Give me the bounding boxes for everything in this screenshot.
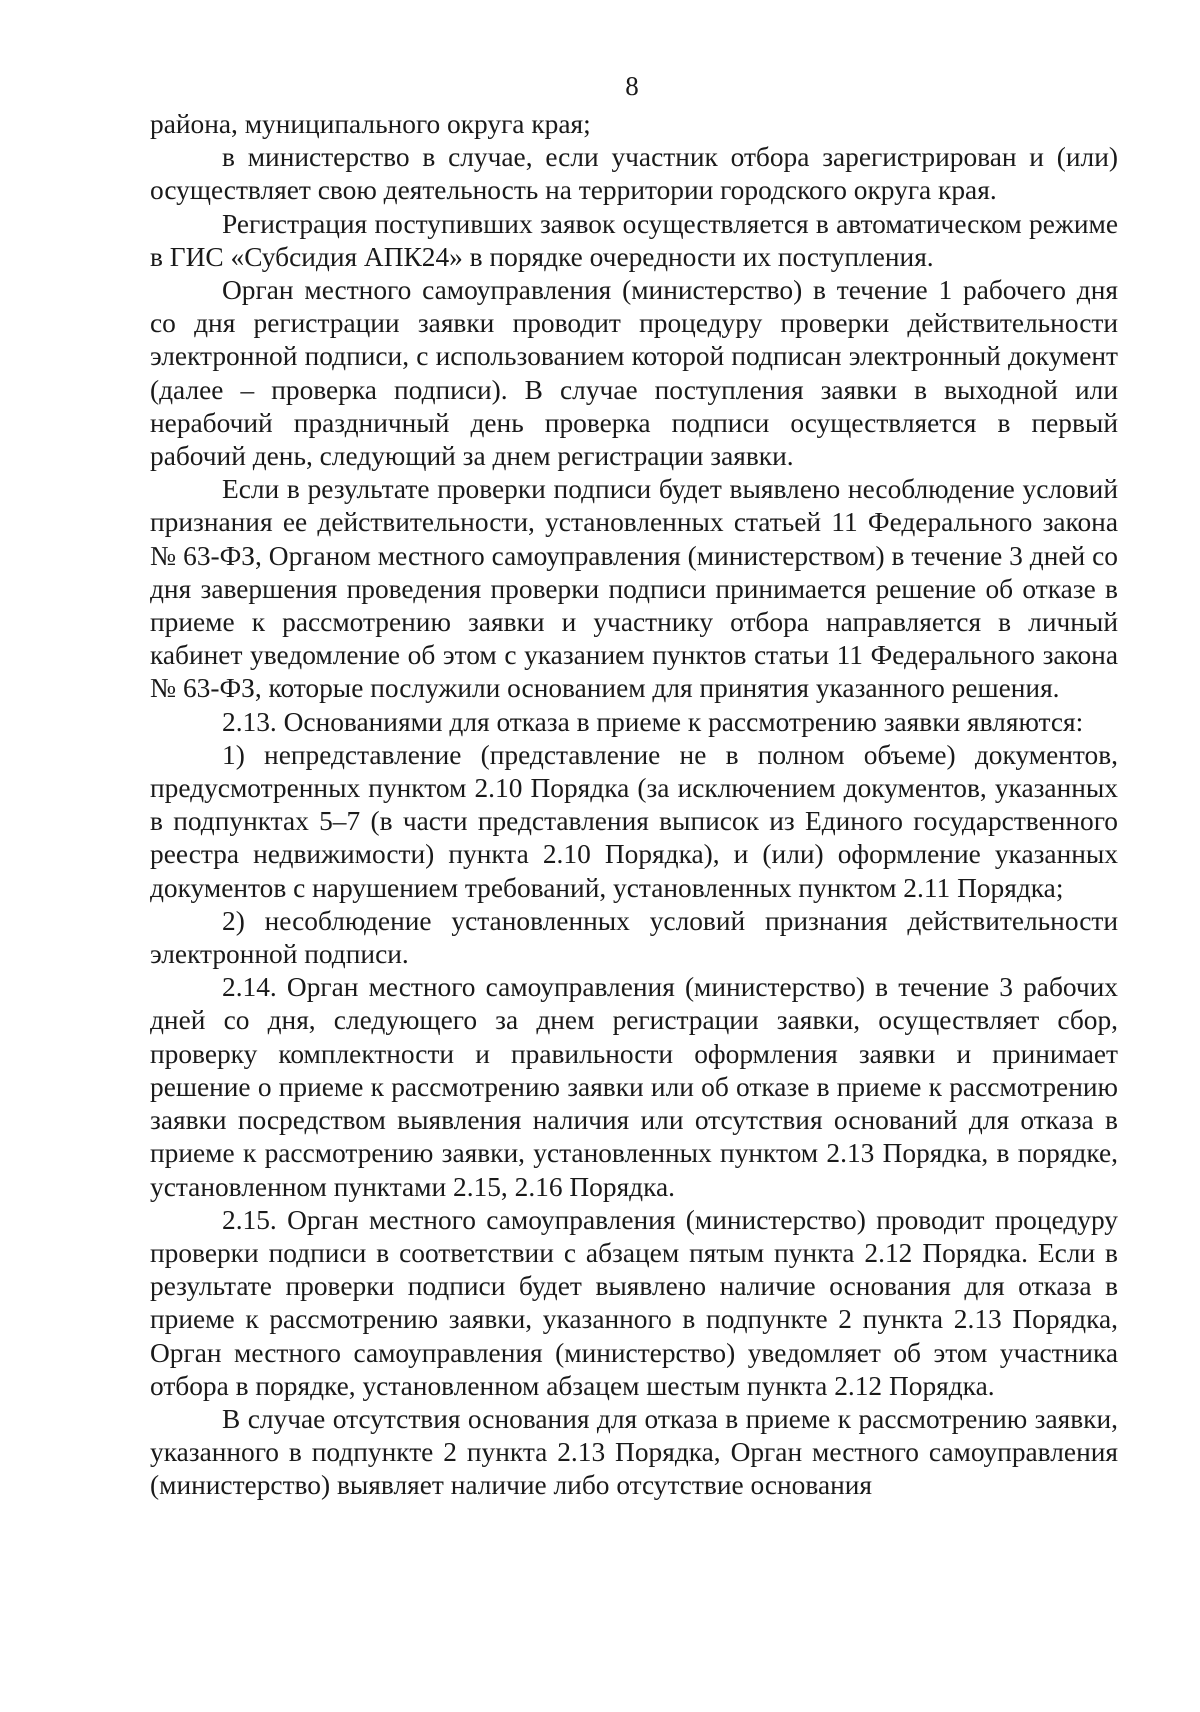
paragraph: Орган местного самоуправления (министерство) в течение 1 рабочего дня со дня регистрации заявки проводит процедуру проверки действительности электронной подписи, с использованием которой подписан электронный документ (далее – проверка подписи). В случае поступления заявки в выходной или нерабочий праздничный день проверка подписи осуществляется в первый рабочий день, следующий за днем регистрации заявки. <box>150 275 1118 472</box>
document-body <box>150 108 1118 1503</box>
section-2-15: 2.15. Орган местного самоуправления (министерство) проводит процедуру проверки подписи в соответствии с абзацем пятым пункта 2.12 Порядка. Если в результате проверки подписи будет выявлено наличие основания для отказа в приеме к рассмотрению заявки, указанного в подпункте 2 пункта 2.13 Порядка, Орган местного самоуправления (министерство) уведомляет об этом участника отбора в порядке, установленном абзацем шестым пункта 2.12 Порядка. <box>150 1204 1118 1401</box>
section-2-13-heading: 2.13. Основаниями для отказа в приеме к рассмотрению заявки являются: <box>222 706 1084 737</box>
paragraph: района, муниципального округа края; <box>150 109 591 139</box>
list-item: 1) непредставление (представление не в полном объеме) документов, предусмотренных пунктом 2.10 Порядка (за исключением документов, указанных в подпунктах 5–7 (в части представления выписок из Единого государственного реестра недвижимости) пункта 2.10 Порядка), и (или) оформление указанных документов с нарушением требований, установленных пунктом 2.11 Порядка; <box>150 739 1118 903</box>
paragraph: Регистрация поступивших заявок осуществляется в автоматическом режиме в ГИС «Субсидия АПК24» в порядке очередности их поступления. <box>150 208 1118 272</box>
paragraph: В случае отсутствия основания для отказа в приеме к рассмотрению заявки, указанного в подпункте 2 пункта 2.13 Порядка, Орган местного самоуправления (министерство) выявляет наличие либо отсутствие основания <box>150 1403 1118 1501</box>
paragraph: в министерство в случае, если участник отбора зарегистрирован и (или) осуществляет свою деятельность на территории городского округа края. <box>150 142 1118 206</box>
paragraph: Если в результате проверки подписи будет выявлено несоблюдение условий признания ее действительности, установленных статьей 11 Федерального закона № 63-ФЗ, Органом местного самоуправления (министерством) в течение 3 дней со дня завершения проведения проверки подписи принимается решение об отказе в приеме к рассмотрению заявки и участнику отбора направляется в личный кабинет уведомление об этом с указанием пунктов статьи 11 Федерального закона № 63-ФЗ, которые послужили основанием для принятия указанного решения. <box>150 474 1118 704</box>
page-number: 8 <box>625 71 639 101</box>
list-item: 2) несоблюдение установленных условий признания действительности электронной подписи. <box>150 905 1118 970</box>
section-2-14: 2.14. Орган местного самоуправления (министерство) в течение 3 рабочих дней со дня, следующего за днем регистрации заявки, осуществляет сбор, проверку комплектности и правильности оформления заявки и принимает решение о приеме к рассмотрению заявки или об отказе в приеме к рассмотрению заявки посредством выявления наличия или отсутствия оснований для отказа в приеме к рассмотрению заявки, установленных пунктом 2.13 Порядка, в порядке, установленном пунктами 2.15, 2.16 Порядка. <box>150 972 1118 1202</box>
